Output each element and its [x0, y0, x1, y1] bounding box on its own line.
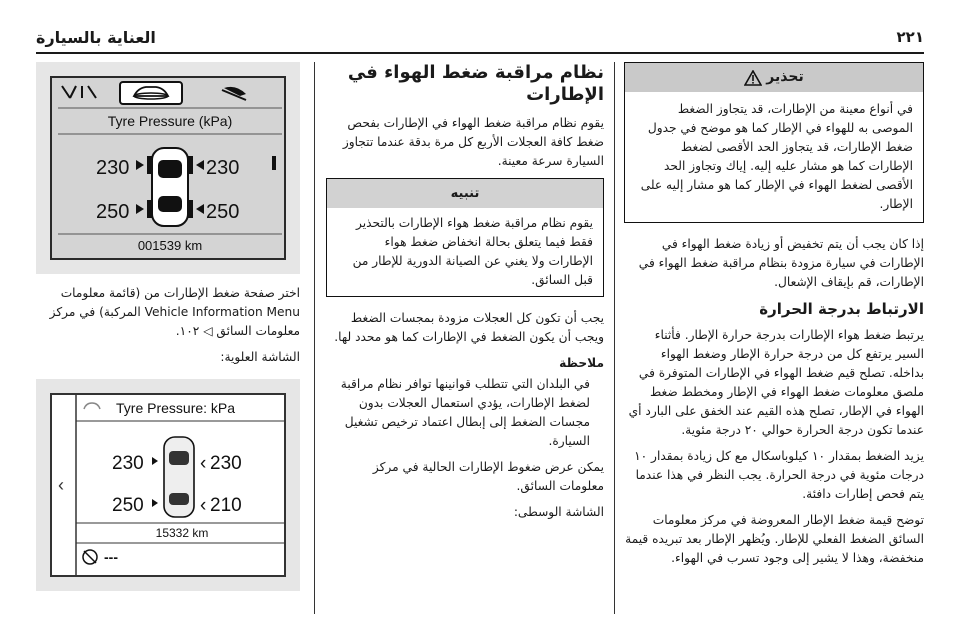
- warning-triangle-icon: [744, 70, 762, 86]
- display-title: Tyre Pressure: kPa: [116, 400, 236, 416]
- column-divider: [314, 62, 315, 614]
- paragraph: إذا كان يجب أن يتم تخفيض أو زيادة ضغط الهواء في الإطارات في سيارة مزودة بنظام مراقبة ضغط الهواء في الإطارات، قم بإيقاف الإشعال.: [638, 237, 924, 289]
- tyre-rear-right: 250: [206, 201, 240, 223]
- paragraph: يجب أن تكون كل العجلات مزودة بمجسات الضغط ويجب أن يكون الضغط في الإطارات كما هو محدد لها.: [334, 311, 604, 344]
- note-body: يقوم نظام مراقبة ضغط هواء الإطارات بالتحذير فقط فيما يتعلق بحالة انخفاض ضغط هواء الإطارات ولا يغني عن الصيانة الدورية للإطار من قبل السائق.: [352, 216, 593, 287]
- paragraph: يقوم نظام مراقبة ضغط الهواء في الإطارات بفحص ضغط كافة العجلات الأربع كل مرة بدقة عندما تتجاوز السيارة سرعة معينة.: [342, 116, 604, 168]
- car-top-view-icon: [147, 148, 193, 226]
- header-rule: [36, 52, 924, 54]
- tyre-front-right: 230: [210, 453, 242, 474]
- paragraph: توضح قيمة ضغط الإطار المعروضة في مركز معلومات السائق الضغط الفعلي للإطار. ويُظهر الإطار بعد تبريده قيمة منخفضة، وهذا لا يشير إلى وجود تسرب في الهواء.: [625, 513, 924, 565]
- section-title: نظام مراقبة ضغط الهواء في الإطارات: [347, 62, 604, 105]
- tab-bar: [62, 82, 246, 104]
- chapter-title: العناية بالسيارة: [36, 27, 156, 47]
- tyre-rear-left: 250: [96, 201, 130, 223]
- status-text: ---: [104, 549, 118, 565]
- svg-text:‹: ‹: [200, 495, 207, 516]
- display-title: Tyre Pressure (kPa): [107, 113, 233, 129]
- left-column: [36, 62, 300, 591]
- display-graphic: [52, 395, 284, 575]
- figure-panel: [36, 379, 300, 591]
- tyre-rear-right: 210: [210, 495, 242, 516]
- column-divider: [614, 62, 615, 614]
- right-column: [624, 62, 924, 575]
- tyre-front-right: 230: [206, 157, 240, 179]
- warning-body: في أنواع معينة من الإطارات، قد يتجاوز الضغط الموصى به للهواء في الإطار كما هو موضح في جدول ضغط الإطارات، قد يتجاوز الحد الأقصى لضغط الإطارات كما هو مشار عليه إليه. إياك وتجاوز الحد الأقصى لضغط الهواء في الإطار كما هو مشار إليه على الإطار.: [640, 102, 913, 211]
- odometer: 001539 km: [137, 238, 203, 253]
- paragraph: الشاشة الوسطى:: [513, 505, 604, 519]
- paragraph: يزيد الضغط بمقدار ١٠ كيلوباسكال مع كل زيادة بمقدار ١٠ درجات مئوية في درجة الحرارة. يجب النظر في هذا عندما يتم فحص إطارات دافئة.: [634, 449, 924, 501]
- note-title: تنبيه: [327, 179, 603, 208]
- mid-level-display: [50, 76, 286, 260]
- middle-column: [326, 62, 604, 529]
- warning-box: [624, 62, 924, 223]
- note-box: [326, 178, 604, 297]
- remark-title: ملاحظة: [559, 356, 604, 370]
- figure-panel: [36, 62, 300, 274]
- car-top-view-icon: [164, 437, 194, 517]
- paragraph: الشاشة العلوية:: [220, 350, 300, 364]
- upper-level-display: [50, 393, 286, 577]
- paragraph: يرتبط ضغط هواء الإطارات بدرجة حرارة الإطار. فأثناء السير يرتفع كل من درجة حرارة الإطار وضغط الهواء بداخله. تصلح قيم ضغط الهواء في الإطارات المتوفرة في ملصق معلومات ضغط الهواء في الإطار ومخطط ضغط الهواء في الإطار، تصلح هذه القيم عند الخفق على البارد أي عندما تكون درجة الحرارة حوالي ٢٠ درجة مئوية.: [628, 328, 924, 437]
- page-header: [36, 22, 924, 52]
- status-icon: [83, 550, 97, 564]
- figure-caption: اختر صفحة ضغط الإطارات من (قائمة معلومات Vehicle Information Menu المركبة) في مركز معلومات السائق ◁ ١٠٢.: [49, 286, 300, 338]
- odometer: 15332 km: [155, 526, 209, 540]
- page-number: ٢٢١: [896, 28, 924, 46]
- warning-title: تحذير: [766, 69, 804, 85]
- tyre-pressure-icon: [84, 403, 100, 409]
- tyre-front-left: 230: [96, 157, 130, 179]
- tyre-front-left: 230: [112, 453, 144, 474]
- display-graphic: [56, 78, 284, 258]
- tyre-rear-left: 250: [112, 495, 144, 516]
- paragraph: يمكن عرض ضغوط الإطارات الحالية في مركز معلومات السائق.: [372, 460, 604, 493]
- section-heading: الارتباط بدرجة الحرارة: [759, 300, 924, 318]
- chevron-left-icon: ‹: [58, 475, 64, 495]
- remark-text: في البلدان التي تتطلب قوانينها توافر نظام مراقبة لضغط الإطارات، يؤدي استعمال العجلات بدون مجسات الضغط إلى إبطال اعتماد ترخيص تشغيل السيارة.: [340, 377, 590, 448]
- svg-text:‹: ‹: [200, 453, 207, 474]
- warning-header: [625, 63, 923, 92]
